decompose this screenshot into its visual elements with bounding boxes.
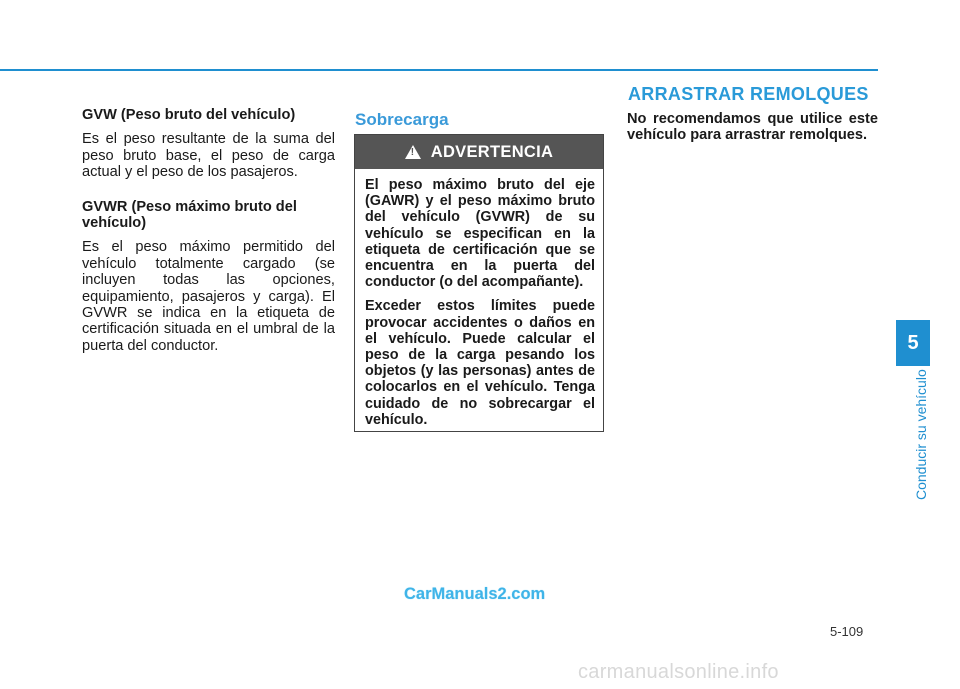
page-number: 5-109 bbox=[830, 624, 864, 639]
warning-paragraph-1: El peso máximo bruto del eje (GAWR) y el peso máximo bruto del vehículo (GVWR) de su vehículo se especifican en la etiqueta de certificación que se encuentra en la puerta del conductor (o del acompañante). bbox=[365, 177, 595, 291]
warning-triangle-icon bbox=[405, 145, 421, 159]
right-column-text: No recomendamos que utilice este vehículo para arrastrar remolques. bbox=[627, 111, 878, 144]
warning-header-label: ADVERTENCIA bbox=[430, 142, 554, 161]
watermark: CarManuals2.com bbox=[404, 585, 546, 603]
section-heading-remolques bbox=[628, 84, 878, 105]
chapter-label: Conducir su vehículo bbox=[913, 369, 929, 500]
warning-paragraph-2: Exceder estos límites puede provocar accidentes o daños en el vehículo. Puede calcular el peso de la carga pesando los objetos (y las personas) antes de colocarlos en el vehículo. Tenga cuidado de no sobrecargar el vehículo. bbox=[365, 298, 595, 428]
warning-header bbox=[355, 135, 603, 169]
gvwr-text: Es el peso máximo permitido del vehículo totalmente cargado (se incluyen todas las opciones, equipamiento, pasajeros y carga). El GVWR se indica en la etiqueta de certificación situada en el umbral de la puerta del conductor. bbox=[82, 239, 335, 354]
gvw-heading: GVW (Peso bruto del vehículo) bbox=[82, 107, 296, 123]
warning-box bbox=[354, 134, 604, 432]
warning-body bbox=[355, 169, 603, 428]
section-title-sobrecarga: Sobrecarga bbox=[355, 110, 449, 129]
left-column bbox=[82, 107, 335, 372]
gvw-text: Es el peso resultante de la suma del peso bruto base, el peso de carga actual y el peso de los pasajeros. bbox=[82, 131, 335, 181]
chapter-tab: 5 bbox=[896, 320, 930, 366]
top-rule bbox=[0, 69, 878, 71]
gvwr-heading: GVWR (Peso máximo bruto del vehículo) bbox=[82, 198, 297, 232]
footer-brand: carmanualsonline.info bbox=[578, 661, 779, 683]
section-heading-label: ARRASTRAR REMOLQUES bbox=[628, 84, 869, 104]
